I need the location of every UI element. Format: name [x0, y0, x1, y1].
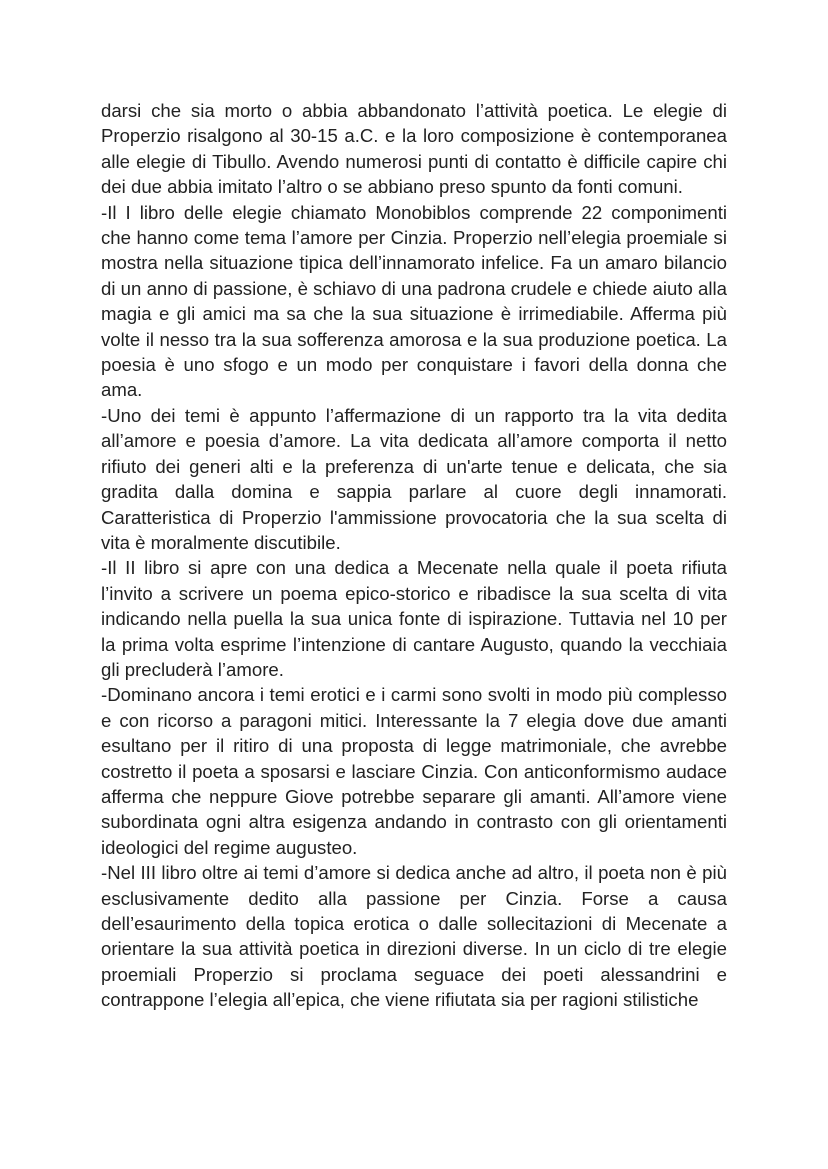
document-page	[101, 98, 727, 1013]
paragraph-book-one: -Il I libro delle elegie chiamato Monobiblos comprende 22 componimenti che hanno come tema l’amore per Cinzia. Properzio nell’elegia proemiale si mostra nella situazione tipica dell’innamorato infelice. Fa un amaro bilancio di un anno di passione, è schiavo di una padrona crudele e chiede aiuto alla magia e gli amici ma sa che la sua situazione è irrimediabile. Afferma più volte il nesso tra la sua sofferenza amorosa e la sua produzione poetica. La poesia è uno sfogo e un modo per conquistare i favori della donna che ama.	[101, 201, 727, 401]
paragraph-book-two: -Il II libro si apre con una dedica a Mecenate nella quale il poeta rifiuta l’invito a scrivere un poema epico-storico e ribadisce la sua scelta di vita indicando nella puella la sua unica fonte di ispirazione. Tuttavia nel 10 per la prima volta esprime l’intenzione di cantare Augusto, quando la vecchiaia gli precluderà l’amore.	[101, 557, 727, 680]
paragraph-intro: darsi che sia morto o abbia abbandonato l’attività poetica. Le elegie di Properzio risalgono al 30-15 a.C. e la loro composizione è contemporanea alle elegie di Tibullo. Avendo numerosi punti di contatto è difficile capire chi dei due abbia imitato l’altro o se abbiano preso spunto da fonti comuni.	[101, 100, 727, 198]
paragraph-book-three: -Nel III libro oltre ai temi d’amore si dedica anche ad altro, il poeta non è più esclusivamente dedito alla passione per Cinzia. Forse a causa dell’esaurimento della topica erotica o dalle sollecitazioni di Mecenate a orientare la sua attività poetica in direzioni diverse. In un ciclo di tre elegie proemiali Properzio si proclama seguace dei poeti alessandrini e contrappone l’elegia all’epica, che viene rifiutata sia per ragioni stilistiche	[101, 862, 727, 1011]
paragraph-erotic-themes: -Dominano ancora i temi erotici e i carmi sono svolti in modo più complesso e con ricorso a paragoni mitici. Interessante la 7 elegia dove due amanti esultano per il ritiro di una proposta di legge matrimoniale, che avrebbe costretto il poeta a sposarsi e lasciare Cinzia. Con anticonformismo audace afferma che neppure Giove potrebbe separare gli amanti. All’amore viene subordinata ogni altra esigenza andando in contrasto con gli orientamenti ideologici del regime augusteo.	[101, 684, 727, 858]
paragraph-themes: -Uno dei temi è appunto l’affermazione di un rapporto tra la vita dedita all’amore e poesia d’amore. La vita dedicata all’amore comporta il netto rifiuto dei generi alti e la preferenza di un'arte tenue e delicata, che sia gradita dalla domina e sappia parlare al cuore degli innamorati. Caratteristica di Properzio l'ammissione provocatoria che la sua scelta di vita è moralmente discutibile.	[101, 404, 727, 553]
